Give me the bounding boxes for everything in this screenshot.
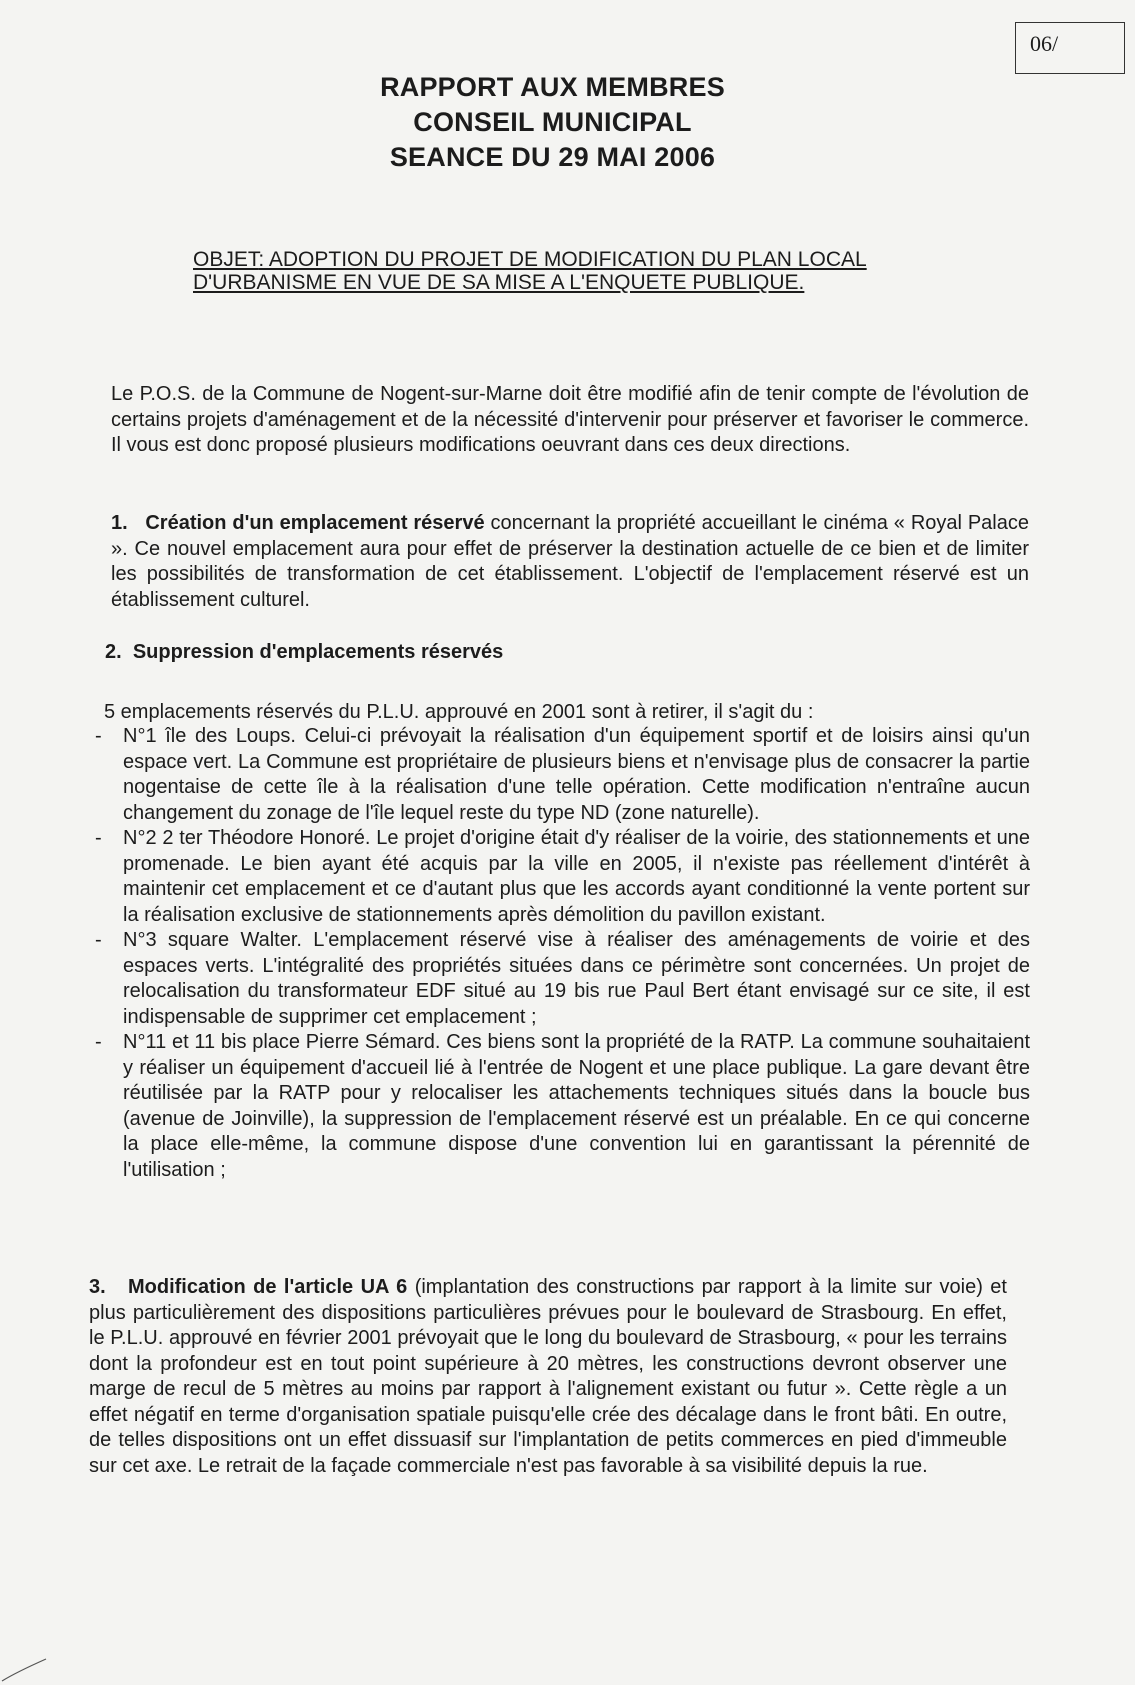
section-2-intro: 5 emplacements réservés du P.L.U. approuvé en 2001 sont à retirer, il s'agit du : [104,701,814,723]
section-3-text: (implantation des constructions par rapport à la limite sur voie) et plus particulièrement des dispositions particulières prévues pour le boulevard de Strasbourg. En effet, le P.L.U. approuvé en février 2001 prévoyait que le long du boulevard de Strasbourg, « pour les terrains dont la profondeur est en tout point supérieure à 20 mètres, les constructions devront observer une marge de recul de 5 mètres au moins par rapport à l'alignement existant ou futur ». Cette règle a un effet négatif en terme d'organisation spatiale puisqu'elle crée des décalage dans le front bâti. En outre, de telles dispositions ont un effet dissuasif sur l'implantation de petits commerces en pied d'immeuble sur cet axe. Le retrait de la façade commerciale n'est pas favorable à sa visibilité depuis la rue. [89,1276,1007,1477]
section-2-heading [105,640,1035,666]
list-item-text: N°3 square Walter. L'emplacement réservé vise à réaliser des aménagements de voirie et des espaces verts. L'intégralité des propriétés situées dans ce périmètre sont concernées. Un projet de relocalisation du transformateur EDF situé au 19 bis rue Paul Bert étant envisagé sur ce site, il est indispensable de supprimer cet emplacement ; [123,929,1030,1028]
section-2-number: 2. [105,641,122,663]
list-item [95,1030,1030,1183]
section-3-number: 3. [89,1276,106,1298]
object-line [193,248,993,294]
header-title: RAPPORT AUX MEMBRES [380,72,725,102]
document-number-box: 06/ [1015,22,1125,74]
section-3-title: Modification de l'article UA 6 [127,1276,408,1298]
list-dash: - [95,827,102,849]
list-dash: - [95,929,102,951]
document-header [0,70,1105,175]
object-label: OBJET [193,248,259,271]
section-1-title: Création d'un emplacement réservé [145,512,485,534]
header-session-date: SEANCE DU 29 MAI 2006 [389,142,716,172]
intro-paragraph: Le P.O.S. de la Commune de Nogent-sur-Marne doit être modifié afin de tenir compte de l'évolution de certains projets d'aménagement et de la nécessité d'intervenir pour préserver et favoriser le commerce. Il vous est donc proposé plusieurs modifications oeuvrant dans ces deux directions. [111,383,1029,456]
list-item [95,928,1030,1030]
object-text: : ADOPTION DU PROJET DE MODIFICATION DU PLAN LOCAL D'URBANISME EN VUE DE SA MISE A L'ENQUETE PUBLIQUE. [193,248,867,294]
list-item-text: N°2 2 ter Théodore Honoré. Le projet d'origine était d'y réaliser de la voirie, des stationnements et une promenade. Le bien ayant été acquis par la ville en 2005, il n'existe pas réellement d'intérêt à maintenir cet emplacement et ce d'autant plus que les accords ayant conditionné la vente portent sur la réalisation exclusive de stationnements après démolition du pavillon existant. [123,827,1030,926]
section-1 [111,511,1029,613]
section-3 [89,1275,1007,1479]
list-item [95,724,1030,826]
list-dash: - [95,1031,102,1053]
section-2-title: Suppression d'emplacements réservés [132,641,504,663]
section-1-number: 1. [111,512,128,534]
list-item-text: N°11 et 11 bis place Pierre Sémard. Ces biens sont la propriété de la RATP. La commune souhaitaient y réaliser un équipement d'accueil lié à l'entrée de Nogent et une place publique. La gare devant être réutilisée par la RATP pour y relocaliser les attachements techniques situés dans la boucle bus (avenue de Joinville), la suppression de l'emplacement réservé est un préalable. En ce qui concerne la place elle-même, la commune dispose d'une convention lui en garantissant la pérennité de l'utilisation ; [123,1031,1030,1181]
list-item-text: N°1 île des Loups. Celui-ci prévoyait la réalisation d'un équipement sportif et de loisirs ainsi qu'un espace vert. La Commune est propriétaire de plusieurs biens et n'envisage plus de consacrer la partie nogentaise de cette île à la réalisation d'une telle opération. Cette modification n'entraîne aucun changement du zonage de l'île lequel reste du type ND (zone naturelle). [123,725,1030,824]
section-1-text: concernant la propriété accueillant le cinéma « Royal Palace ». Ce nouvel emplacement aura pour effet de préserver la destination actuelle de ce bien et de limiter les possibilités de transformation de cet établissement. L'objectif de l'emplacement réservé est un établissement culturel. [111,512,1029,611]
section-2-list [95,724,1030,1183]
list-item [95,826,1030,928]
header-subtitle: CONSEIL MUNICIPAL [413,107,692,137]
pen-stroke-mark [0,1645,50,1685]
list-dash: - [95,725,102,747]
